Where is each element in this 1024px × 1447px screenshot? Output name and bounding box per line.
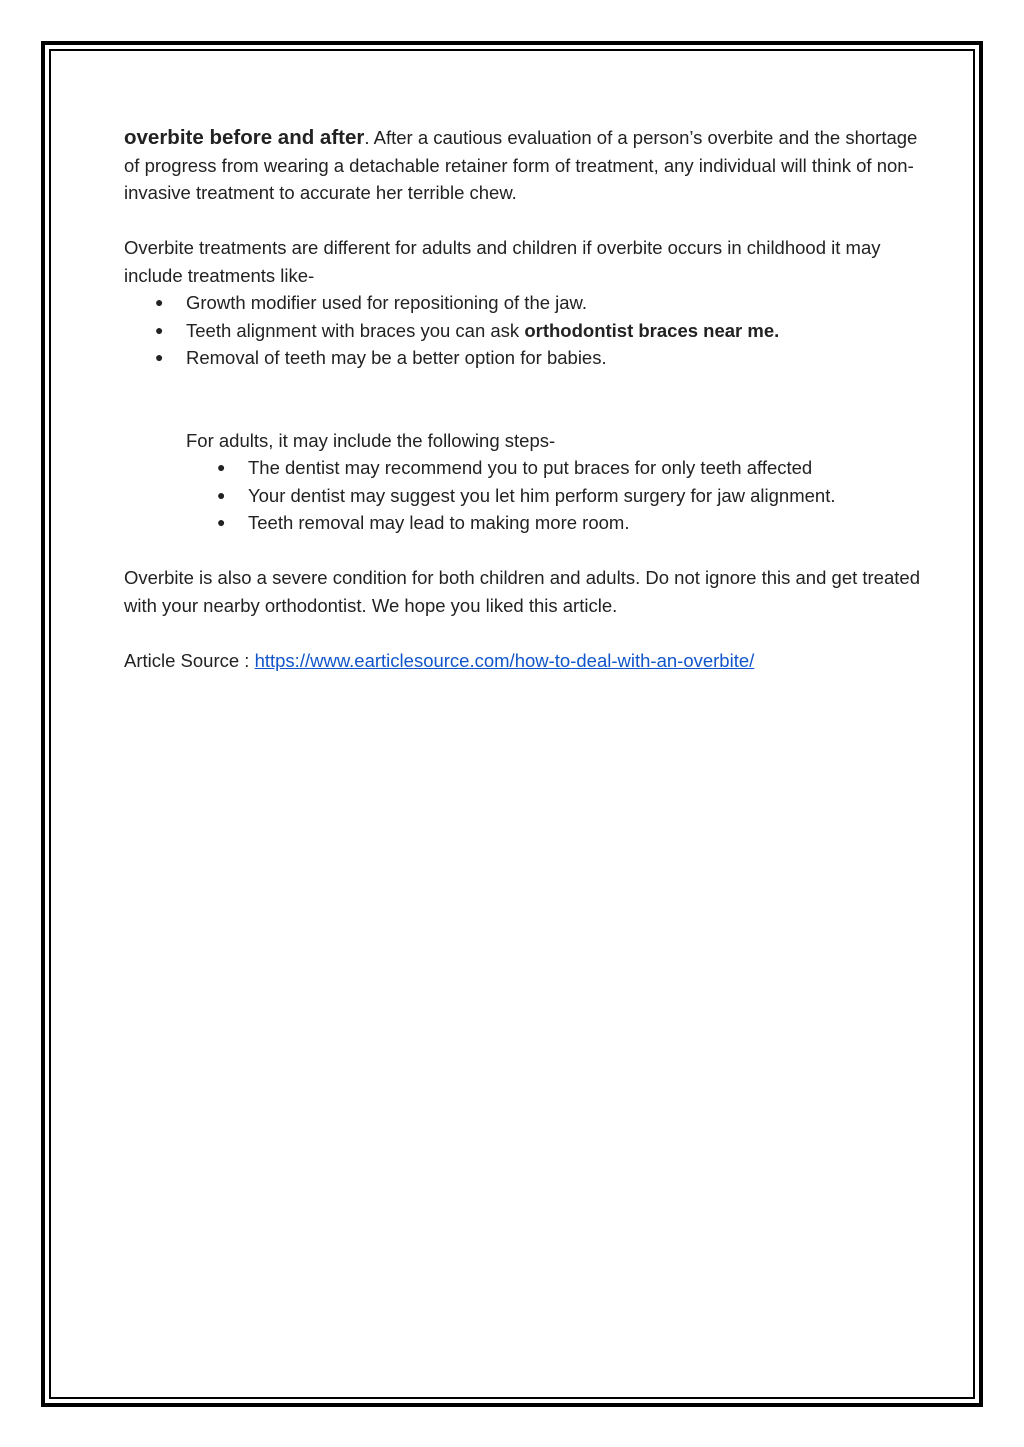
list-item (124, 344, 924, 372)
keyword-bold: orthodontist braces near me. (524, 319, 780, 341)
adults-section (124, 427, 924, 537)
list-item-text: Teeth alignment with braces you can ask (186, 319, 525, 341)
article-source-label: Article Source : (124, 649, 255, 671)
keyword-bold: overbite before and after (124, 126, 365, 149)
list-item (124, 289, 924, 317)
bullet-icon: ● (155, 349, 164, 365)
paragraph-intro (124, 124, 924, 207)
list-item-text: Teeth removal may lead to making more room. (248, 512, 630, 533)
article-source (124, 647, 924, 675)
list-item-text: Growth modifier used for repositioning of the jaw. (186, 292, 588, 313)
paragraph-intro-text: . After a cautious evaluation of a person’s overbite and the shortage of progress from wearing a detachable retainer form of treatment, any individual will think of non-invasive treatment to accurate her terrible chew. (124, 127, 918, 203)
list-item-text: Your dentist may suggest you let him perform surgery for jaw alignment. (248, 484, 836, 506)
list-item (186, 482, 924, 510)
bullet-icon: ● (217, 514, 226, 530)
adults-steps-list (186, 454, 924, 537)
closing-paragraph: Overbite is also a severe condition for both children and adults. Do not ignore this and get treated with your nearby orthodontist. We hope you liked this article. (124, 567, 920, 616)
list-item (124, 317, 924, 345)
bullet-icon: ● (217, 459, 226, 475)
document-body (124, 124, 924, 674)
bullet-icon: ● (155, 321, 164, 338)
list-item-text: Removal of teeth may be a better option for babies. (186, 347, 607, 368)
children-treatments-list (124, 289, 924, 372)
list-item-text: The dentist may recommend you to put braces for only teeth affected (248, 457, 813, 478)
article-source-link[interactable]: https://www.earticlesource.com/how-to-deal-with-an-overbite/ (254, 649, 755, 671)
adults-intro: For adults, it may include the following steps- (186, 429, 556, 451)
bullet-icon: ● (155, 294, 164, 310)
children-treatments-intro: Overbite treatments are different for adults and children if overbite occurs in childhood it may include treatments like- (124, 237, 881, 286)
list-item (186, 509, 924, 537)
bullet-icon: ● (217, 486, 226, 503)
list-item (186, 454, 924, 482)
